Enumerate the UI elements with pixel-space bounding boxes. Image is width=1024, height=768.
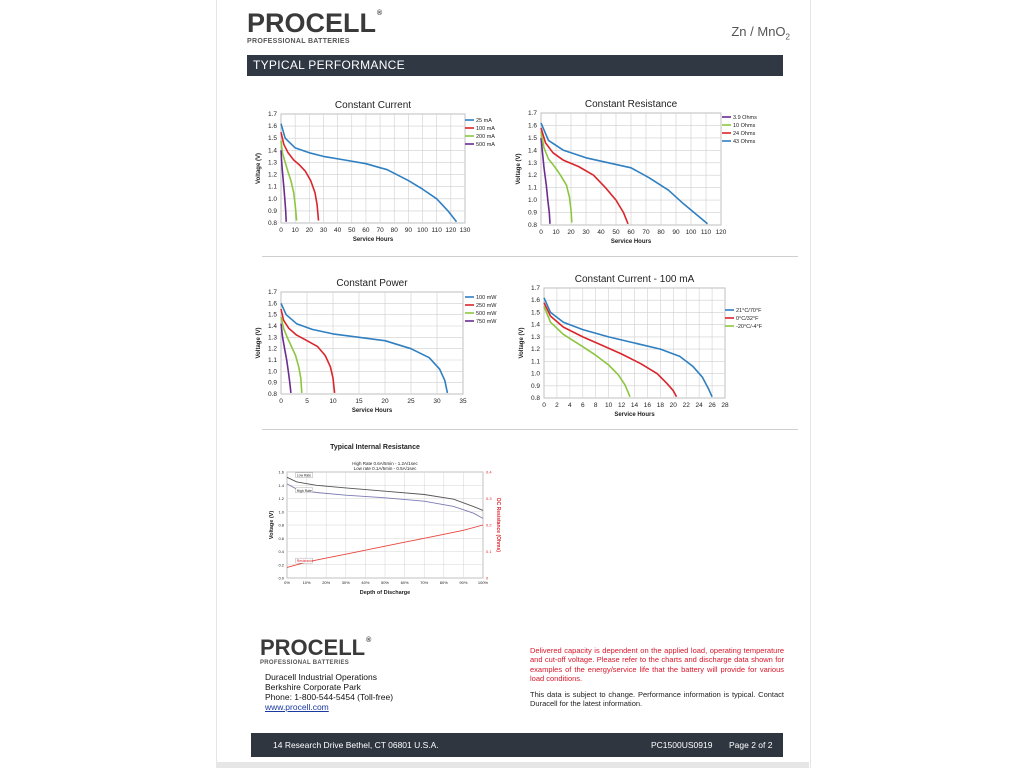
capacity-note: Delivered capacity is dependent on the applied load, operating temperature and cut-off voltage. Please refer to the charts and discharge data shown for examples of the energy/service life that the battery will provide for various load conditions. [530, 646, 784, 684]
x-tick-label: 20 [381, 398, 389, 405]
y-axis-label: Voltage (V) [519, 327, 525, 359]
x-tick-label: 60 [362, 227, 370, 234]
phone-number: Phone: 1-800-544-5454 (Toll-free) [265, 692, 394, 702]
x-tick-label: 26 [708, 402, 716, 409]
legend-label: 200 mA [476, 134, 495, 140]
procell-logo [247, 10, 382, 45]
y-tick-label: 1.2 [527, 172, 537, 180]
legend-label: 500 mW [476, 311, 497, 317]
y-tick-label: 1.5 [527, 134, 537, 142]
series-tag: Low Rate [296, 473, 312, 478]
company-name: Duracell Industrial Operations [265, 672, 377, 682]
y-axis-label: Voltage (V) [256, 327, 262, 359]
chemistry-label: Zn / MnO$_2$ [731, 24, 790, 42]
x-tick-label: 25 [407, 398, 415, 405]
legend-label: 250 mW [476, 303, 497, 309]
y-tick-label: 1.2 [530, 346, 540, 354]
x-tick-label: 6 [580, 402, 585, 409]
y-tick-label: 0.8 [267, 220, 277, 227]
x-tick-label: 0% [284, 580, 290, 585]
x-axis-label: Service Hours [351, 408, 393, 414]
y-tick-label: 1.0 [527, 197, 537, 205]
x-tick-label: 120 [715, 229, 727, 236]
y-tick-label: 0.8 [267, 391, 277, 398]
x-tick-label: 70 [642, 229, 650, 236]
x-tick-label: 100 [417, 227, 428, 234]
y-tick-label: 1.0 [278, 509, 284, 515]
chart-title: Constant Current - 100 mA [574, 274, 695, 285]
y-tick-label: 1.6 [530, 297, 540, 305]
x-tick-label: 0 [279, 227, 283, 234]
registered-mark: ® [377, 10, 383, 17]
divider [262, 256, 798, 257]
park-name: Berkshire Corporate Park [265, 682, 361, 692]
y-tick-label: 1.7 [267, 111, 277, 118]
x-tick-label: 15 [355, 398, 363, 405]
x-tick-label: 10 [291, 227, 299, 234]
legend-label: 500 mA [476, 142, 495, 148]
chart-constant-power [257, 268, 507, 422]
legend-label: -20°C/-4°F [736, 324, 763, 330]
x-tick-label: 16 [643, 402, 652, 409]
y-tick-label: 1.7 [530, 285, 540, 292]
y-axis-label: Voltage (V) [256, 153, 262, 184]
chart-subtitle: High Rate 0.6A/5min - 1.2A/1sec [352, 461, 418, 466]
y-right-tick-label: 0 [486, 575, 489, 581]
chart-constant-resistance [517, 88, 777, 254]
x-tick-label: 20 [669, 402, 677, 409]
section-header: TYPICAL PERFORMANCE [247, 55, 783, 76]
chart-internal-resistance [261, 436, 501, 602]
x-tick-label: 60 [627, 229, 635, 236]
footer-address: 14 Research Drive Bethel, CT 06801 U.S.A. [273, 740, 439, 750]
x-axis-label: Depth of Discharge [359, 590, 411, 596]
y-right-axis-label: DC Resistance (Ohms) [495, 498, 501, 552]
x-tick-label: 20% [322, 580, 331, 585]
y-tick-label: 1.5 [267, 135, 277, 143]
x-tick-label: 0 [279, 398, 283, 405]
brand-name-footer: PROCELL [260, 635, 366, 660]
x-tick-label: 10 [552, 229, 560, 236]
x-tick-label: 80 [390, 227, 398, 234]
legend-label: 750 mW [476, 319, 497, 325]
y-tick-label: 1.4 [530, 321, 540, 329]
x-tick-label: 80 [657, 229, 665, 236]
x-tick-label: 30% [341, 580, 350, 585]
x-tick-label: 40% [361, 580, 370, 585]
y-tick-label: 1.0 [267, 195, 277, 203]
x-tick-label: 30 [433, 398, 441, 405]
y-tick-label: 1.1 [267, 357, 277, 364]
y-tick-label: 0.9 [527, 209, 537, 217]
x-tick-label: 8 [593, 402, 598, 409]
x-tick-label: 120 [445, 227, 457, 234]
y-tick-label: 1.4 [267, 323, 277, 330]
x-tick-label: 28 [721, 402, 729, 409]
y-tick-label: 0.4 [278, 549, 284, 554]
y-tick-label: 1.0 [530, 370, 540, 378]
y-tick-label: 0.9 [267, 207, 277, 215]
legend-label: 0°C/32°F [736, 316, 759, 322]
procell-logo-footer: PROCELL® PROFESSIONAL BATTERIES [260, 635, 372, 666]
x-axis-label: Service Hours [614, 412, 655, 418]
y-tick-label: 1.4 [527, 147, 537, 155]
y-tick-label: 1.1 [530, 358, 540, 366]
y-axis-label: Voltage (V) [516, 153, 522, 185]
x-tick-label: 10 [605, 402, 613, 409]
footer-bar [251, 733, 783, 757]
y-tick-label: 0.9 [267, 379, 277, 387]
x-tick-label: 10 [329, 398, 337, 405]
x-tick-label: 5 [305, 398, 309, 405]
x-tick-label: 50 [612, 229, 620, 236]
website-link[interactable]: www.procell.com [265, 702, 329, 712]
y-tick-label: 1.2 [267, 345, 277, 353]
y-tick-label: 1.3 [267, 334, 277, 342]
y-tick-label: 1.4 [278, 482, 284, 488]
series-tag: High Rate [296, 488, 312, 493]
y-tick-label: 0.8 [530, 395, 540, 402]
x-tick-label: 110 [431, 227, 442, 234]
x-tick-label: 40 [333, 227, 342, 234]
x-tick-label: 80% [439, 580, 448, 585]
legend-label: 21°C/70°F [736, 308, 762, 314]
x-tick-label: 0 [539, 229, 543, 236]
page-edge [216, 762, 809, 768]
x-tick-label: 20 [567, 229, 575, 236]
x-tick-label: 100% [477, 580, 489, 585]
y-tick-label: 1.5 [267, 311, 277, 319]
y-right-tick-label: 0.1 [486, 549, 492, 554]
series-tag: Resistance [296, 559, 314, 564]
x-tick-label: 70% [420, 580, 429, 585]
x-tick-label: 50% [380, 580, 390, 585]
y-tick-label: 0.0 [278, 575, 284, 581]
x-tick-label: 18 [656, 402, 664, 409]
y-tick-label: 0.9 [530, 382, 540, 390]
legend-label: 43 Ohms [733, 139, 756, 145]
chart-title: Constant Resistance [584, 99, 678, 110]
x-tick-label: 70 [376, 227, 384, 234]
x-axis-label: Service Hours [610, 239, 652, 245]
y-tick-label: 1.6 [267, 300, 277, 308]
chart-constant-current [257, 92, 507, 252]
y-tick-label: 1.3 [530, 333, 540, 341]
y-tick-label: 1.1 [267, 183, 277, 191]
x-tick-label: 90% [459, 580, 468, 585]
y-tick-label: 1.3 [267, 159, 277, 167]
disclaimer-note: This data is subject to change. Performance information is typical. Contact Duracell for the latest information. [530, 690, 784, 709]
datasheet-page [216, 0, 811, 768]
y-tick-label: 1.2 [267, 171, 277, 179]
x-tick-label: 60% [400, 580, 409, 585]
legend-label: 100 mA [476, 126, 495, 132]
chart-title: Constant Power [336, 278, 408, 289]
document-code: PC1500US0919 [651, 740, 713, 750]
y-tick-label: 0.2 [278, 562, 284, 568]
y-tick-label: 1.3 [527, 159, 537, 167]
legend-label: 100 mW [476, 295, 497, 301]
y-tick-label: 1.6 [278, 469, 284, 475]
legend-label: 24 Ohms [733, 131, 756, 137]
x-tick-label: 130 [459, 227, 471, 234]
x-tick-label: 0 [542, 402, 546, 409]
x-tick-label: 14 [630, 402, 639, 409]
legend-label: 3.9 Ohms [733, 115, 757, 121]
y-tick-label: 0.8 [527, 222, 537, 229]
y-tick-label: 1.7 [267, 289, 277, 296]
x-axis-label: Service Hours [352, 237, 394, 243]
divider [262, 429, 798, 430]
x-tick-label: 100 [685, 229, 697, 236]
plot-area [281, 292, 463, 394]
chart-subtitle: Low rate 0.1A/5min - 0.5A/1sec [353, 466, 417, 471]
x-tick-label: 12 [617, 402, 626, 409]
y-tick-label: 1.4 [267, 147, 277, 155]
x-tick-label: 24 [695, 402, 703, 409]
legend-label: 25 mA [476, 118, 492, 124]
x-tick-label: 50 [348, 227, 356, 234]
brand-tagline-footer: PROFESSIONAL BATTERIES [260, 660, 350, 666]
x-tick-label: 90 [404, 227, 413, 234]
x-tick-label: 40 [597, 229, 605, 236]
x-tick-label: 90 [672, 229, 680, 236]
x-tick-label: 2 [555, 402, 559, 409]
y-tick-label: 0.6 [278, 535, 284, 541]
y-right-tick-label: 0.2 [486, 522, 492, 528]
x-tick-label: 20 [305, 227, 313, 234]
chart-constant-current-100ma [517, 266, 777, 424]
x-tick-label: 22 [682, 402, 690, 409]
y-tick-label: 1.5 [530, 309, 540, 317]
x-tick-label: 30 [319, 227, 328, 234]
plot-area [281, 114, 465, 223]
y-axis-label: Voltage (V) [269, 510, 275, 540]
x-tick-label: 110 [700, 229, 712, 236]
brand-tagline: PROFESSIONAL BATTERIES [247, 38, 350, 45]
legend-label: 10 Ohms [733, 123, 756, 129]
chart-title: Typical Internal Resistance [330, 444, 420, 451]
y-tick-label: 1.0 [267, 368, 277, 376]
y-tick-label: 0.8 [278, 522, 284, 528]
y-tick-label: 1.6 [527, 122, 537, 130]
y-tick-label: 1.7 [527, 110, 537, 117]
page-number: Page 2 of 2 [729, 740, 773, 750]
contact-block [265, 672, 393, 712]
brand-name: PROCELL [247, 8, 377, 38]
x-tick-label: 30 [582, 229, 590, 236]
x-tick-label: 4 [568, 402, 572, 409]
y-tick-label: 1.2 [278, 496, 284, 501]
y-tick-label: 1.1 [527, 184, 537, 192]
x-tick-label: 10% [302, 580, 311, 585]
y-tick-label: 1.6 [267, 123, 277, 131]
chart-title: Constant Current [334, 100, 412, 111]
x-tick-label: 35 [459, 398, 467, 405]
y-right-tick-label: 0.4 [486, 469, 492, 475]
y-right-tick-label: 0.3 [486, 496, 492, 501]
